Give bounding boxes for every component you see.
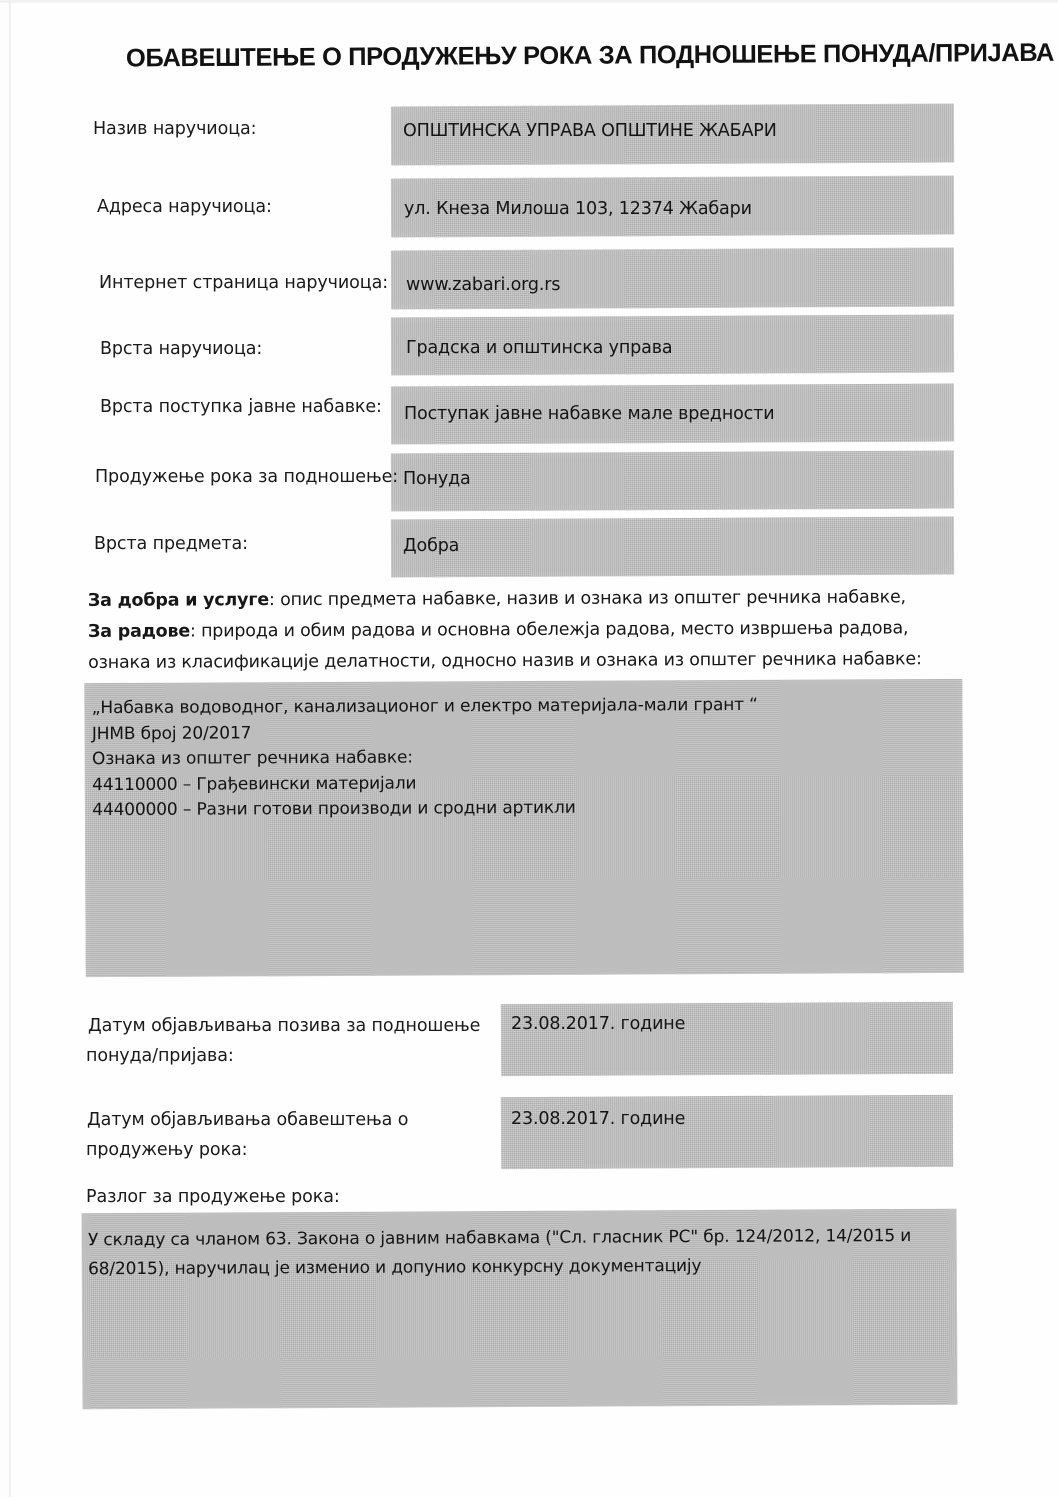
reason-text: У складу са чланом 63. Закона о јавним набавкама ("Сл. гласник РС" бр. 124/2012, 14/2015 и 68/2015), наручилац је изменио и допунио конкурсну документацију	[87, 1225, 912, 1280]
instructions-line-1	[88, 582, 968, 617]
field-label-internet: Интернет страница наручиоца:	[99, 273, 389, 293]
date-value-box-obavestenje	[501, 1095, 953, 1169]
instructions-line-1-rest: : опис предмета набавке, назив и ознака из општег речника набавке,	[268, 587, 906, 611]
instructions-line-2-rest: : природа и обим радова и основна обележја радова, место извршења радова,	[189, 618, 909, 642]
scan-edge-left	[9, 0, 11, 1497]
instructions-line-2-bold: За радове	[87, 621, 191, 642]
field-label-vrsta-narucioca: Врста наручиоца:	[100, 339, 263, 359]
date-value-obavestenje: 23.08.2017. године	[511, 1109, 686, 1129]
field-value-vrsta-postupka: Поступак јавне набавке мале вредности	[404, 404, 775, 424]
page-title: ОБАВЕШТЕЊЕ О ПРОДУЖЕЊУ РОКА ЗА ПОДНОШЕЊЕ ПОНУДА/ПРИЈАВА	[125, 38, 1055, 73]
subject-description-text: „Набавка водоводног, канализационог и електро материјала-мали грант “ ЈНМВ број 20/2017 Ознака из општег речника набавке: 44110000 – Грађевински материјали 44400000 – Разни готови производи и сродни артикли	[91, 694, 758, 821]
field-value-naziv: ОПШТИНСКА УПРАВА ОПШТИНЕ ЖАБАРИ	[403, 121, 777, 141]
instructions-line-2	[88, 613, 968, 648]
date-value-box-poziv	[501, 1002, 953, 1076]
instructions-line-1-bold: За добра и услуге	[87, 590, 270, 611]
date-label-obavestenje-line2: продужењу рока:	[86, 1140, 248, 1160]
field-value-box-vrsta-predmeta	[391, 517, 954, 578]
field-value-vrsta-narucioca: Градска и општинска управа	[406, 338, 673, 358]
field-label-adresa: Адреса наручиоца:	[97, 197, 272, 217]
field-value-adresa: ул. Кнеза Милоша 103, 12374 Жабари	[404, 199, 752, 219]
field-label-naziv: Назив наручиоца:	[93, 119, 257, 139]
reason-label: Разлог за продужење рока:	[86, 1187, 340, 1207]
scan-edge-top	[0, 0, 1058, 3]
field-label-vrsta-postupka: Врста поступка јавне набавке:	[100, 397, 382, 417]
instructions-line-3: ознака из класификације делатности, односно назив и ознака из општег речника набавке:	[88, 649, 922, 673]
field-value-vrsta-predmeta: Добра	[403, 536, 460, 556]
date-value-poziv: 23.08.2017. године	[511, 1014, 686, 1034]
date-label-poziv-line2: понуда/пријава:	[86, 1046, 234, 1066]
field-label-produzenje: Продужење рока за подношење:	[95, 467, 399, 487]
field-label-vrsta-predmeta: Врста предмета:	[94, 534, 248, 554]
field-value-internet: www.zabari.org.rs	[406, 275, 561, 295]
instructions-paragraph	[88, 582, 968, 679]
field-value-box-produzenje	[391, 451, 954, 512]
date-label-poziv-line1: Датум објављивања позива за подношење	[88, 1016, 481, 1036]
date-label-obavestenje-line1: Датум објављивања обавештења о	[87, 1110, 409, 1130]
field-value-produzenje: Понуда	[403, 469, 471, 489]
